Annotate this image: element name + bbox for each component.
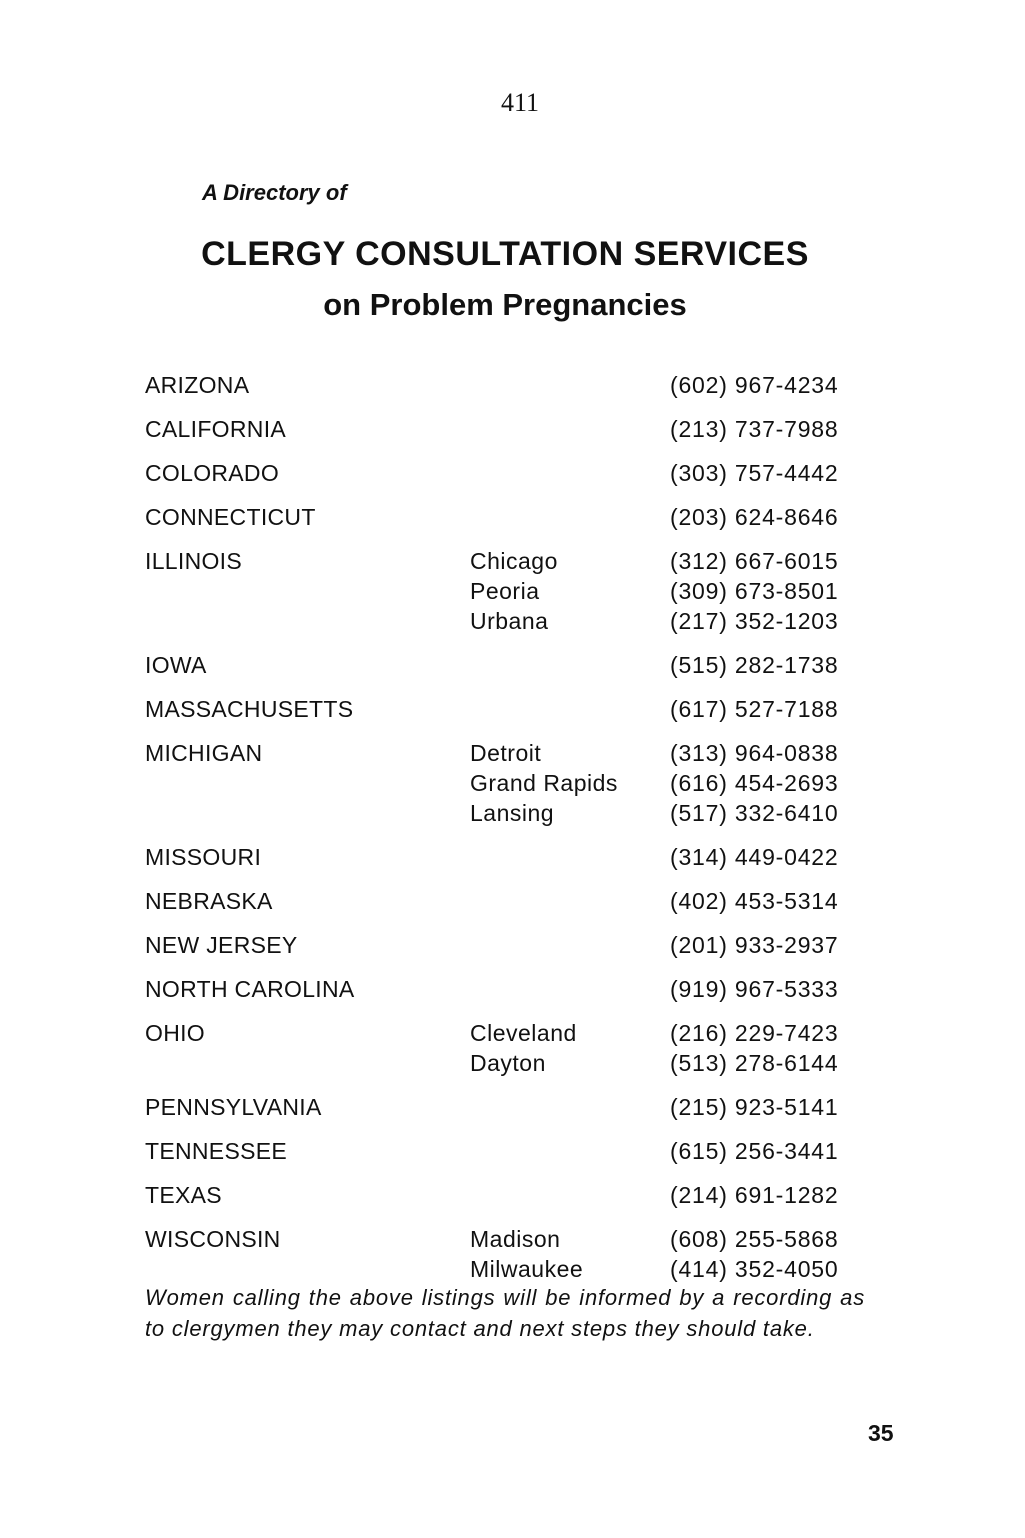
contact-row (470, 1136, 870, 1166)
listing-entry (145, 458, 870, 488)
city-name (470, 842, 670, 872)
phone-number: (515) 282-1738 (670, 652, 839, 678)
listing-entry (145, 650, 870, 680)
state-contacts (470, 546, 870, 636)
state-name: CONNECTICUT (145, 504, 316, 530)
state-name: ILLINOIS (145, 548, 242, 574)
city-name (470, 650, 670, 680)
state-name: MASSACHUSETTS (145, 696, 354, 722)
listing-entry (145, 1180, 870, 1210)
listing-entry (145, 502, 870, 532)
listing-entry (145, 886, 870, 916)
phone-number: (215) 923-5141 (670, 1094, 839, 1120)
contact-row (470, 650, 870, 680)
contact-row (470, 546, 870, 576)
state-contacts (470, 1136, 870, 1166)
listing-entry (145, 842, 870, 872)
listing-entry (145, 1092, 870, 1122)
contact-row (470, 606, 870, 636)
listing-entry (145, 546, 870, 636)
page-subtitle: on Problem Pregnancies (323, 287, 687, 322)
contact-row (470, 576, 870, 606)
phone-number: (513) 278-6144 (670, 1050, 839, 1076)
state-name: PENNSYLVANIA (145, 1094, 322, 1120)
city-name (470, 1092, 670, 1122)
phone-number: (313) 964-0838 (670, 740, 839, 766)
state-name: WISCONSIN (145, 1226, 281, 1252)
phone-number: (303) 757-4442 (670, 460, 839, 486)
page-title: CLERGY CONSULTATION SERVICES (201, 235, 809, 273)
listing-entry (145, 974, 870, 1004)
state-contacts (470, 1092, 870, 1122)
city-name: Madison (470, 1226, 561, 1252)
city-name: Peoria (470, 578, 540, 604)
state-name: TENNESSEE (145, 1138, 288, 1164)
phone-number: (201) 933-2937 (670, 932, 839, 958)
contact-row (470, 1018, 870, 1048)
state-name: NEW JERSEY (145, 932, 298, 958)
city-name (470, 1180, 670, 1210)
listing-entry (145, 1136, 870, 1166)
city-name: Dayton (470, 1050, 546, 1076)
listing-entry (145, 370, 870, 400)
contact-row (470, 930, 870, 960)
listing-entry (145, 1018, 870, 1078)
state-name: NORTH CAROLINA (145, 976, 355, 1002)
state-contacts (470, 886, 870, 916)
state-contacts (470, 694, 870, 724)
phone-number: (216) 229-7423 (670, 1020, 839, 1046)
state-name: COLORADO (145, 460, 280, 486)
state-name: MICHIGAN (145, 740, 263, 766)
state-contacts (470, 1224, 870, 1284)
phone-number: (919) 967-5333 (670, 976, 839, 1002)
footnote: Women calling the above listings will be informed by a recording as to clergymen they may contact and next steps they should take. (145, 1285, 865, 1341)
phone-number: (616) 454-2693 (670, 770, 839, 796)
city-name: Detroit (470, 740, 542, 766)
contact-row (470, 842, 870, 872)
phone-number: (217) 352-1203 (670, 608, 839, 634)
phone-number: (602) 967-4234 (670, 372, 839, 398)
contact-row (470, 370, 870, 400)
phone-number: (214) 691-1282 (670, 1182, 839, 1208)
city-name (470, 694, 670, 724)
listing-entry (145, 694, 870, 724)
city-name: Grand Rapids (470, 770, 618, 796)
page-number: 35 (868, 1420, 894, 1446)
phone-number: (203) 624-8646 (670, 504, 839, 530)
listing-table (145, 370, 870, 1298)
contact-row (470, 738, 870, 768)
phone-number: (312) 667-6015 (670, 548, 839, 574)
contact-row (470, 1254, 870, 1284)
directory-kicker: A Directory of (202, 180, 347, 205)
state-contacts (470, 502, 870, 532)
contact-row (470, 974, 870, 1004)
state-name: IOWA (145, 652, 207, 678)
state-contacts (470, 842, 870, 872)
phone-number: (617) 527-7188 (670, 696, 839, 722)
phone-number: (615) 256-3441 (670, 1138, 839, 1164)
state-name: OHIO (145, 1020, 205, 1046)
phone-number: (213) 737-7988 (670, 416, 839, 442)
contact-row (470, 1180, 870, 1210)
contact-row (470, 1092, 870, 1122)
contact-row (470, 1048, 870, 1078)
phone-number: (402) 453-5314 (670, 888, 839, 914)
phone-number: (414) 352-4050 (670, 1256, 839, 1282)
state-name: TEXAS (145, 1182, 222, 1208)
contact-row (470, 694, 870, 724)
city-name: Chicago (470, 548, 558, 574)
contact-row (470, 414, 870, 444)
state-name: ARIZONA (145, 372, 250, 398)
contact-row (470, 1224, 870, 1254)
contact-row (470, 502, 870, 532)
contact-row (470, 458, 870, 488)
listing-entry (145, 1224, 870, 1284)
listing-entry (145, 930, 870, 960)
city-name: Urbana (470, 608, 549, 634)
state-contacts (470, 930, 870, 960)
listing-entry (145, 738, 870, 828)
city-name (470, 1136, 670, 1166)
state-name: CALIFORNIA (145, 416, 287, 442)
city-name (470, 886, 670, 916)
city-name (470, 502, 670, 532)
state-contacts (470, 974, 870, 1004)
state-name: NEBRASKA (145, 888, 273, 914)
state-contacts (470, 738, 870, 828)
phone-number: (608) 255-5868 (670, 1226, 839, 1252)
phone-number: (517) 332-6410 (670, 800, 839, 826)
city-name: Lansing (470, 800, 555, 826)
listing-entry (145, 414, 870, 444)
state-contacts (470, 1018, 870, 1078)
state-contacts (470, 414, 870, 444)
city-name: Milwaukee (470, 1256, 584, 1282)
phone-number: (314) 449-0422 (670, 844, 839, 870)
city-name (470, 930, 670, 960)
state-contacts (470, 458, 870, 488)
city-name (470, 974, 670, 1004)
city-name: Cleveland (470, 1020, 577, 1046)
contact-row (470, 768, 870, 798)
city-name (470, 458, 670, 488)
state-contacts (470, 1180, 870, 1210)
contact-row (470, 886, 870, 916)
state-contacts (470, 650, 870, 680)
top-page-number: 411 (500, 88, 540, 117)
state-contacts (470, 370, 870, 400)
phone-number: (309) 673-8501 (670, 578, 839, 604)
city-name (470, 370, 670, 400)
city-name (470, 414, 670, 444)
state-name: MISSOURI (145, 844, 262, 870)
contact-row (470, 798, 870, 828)
